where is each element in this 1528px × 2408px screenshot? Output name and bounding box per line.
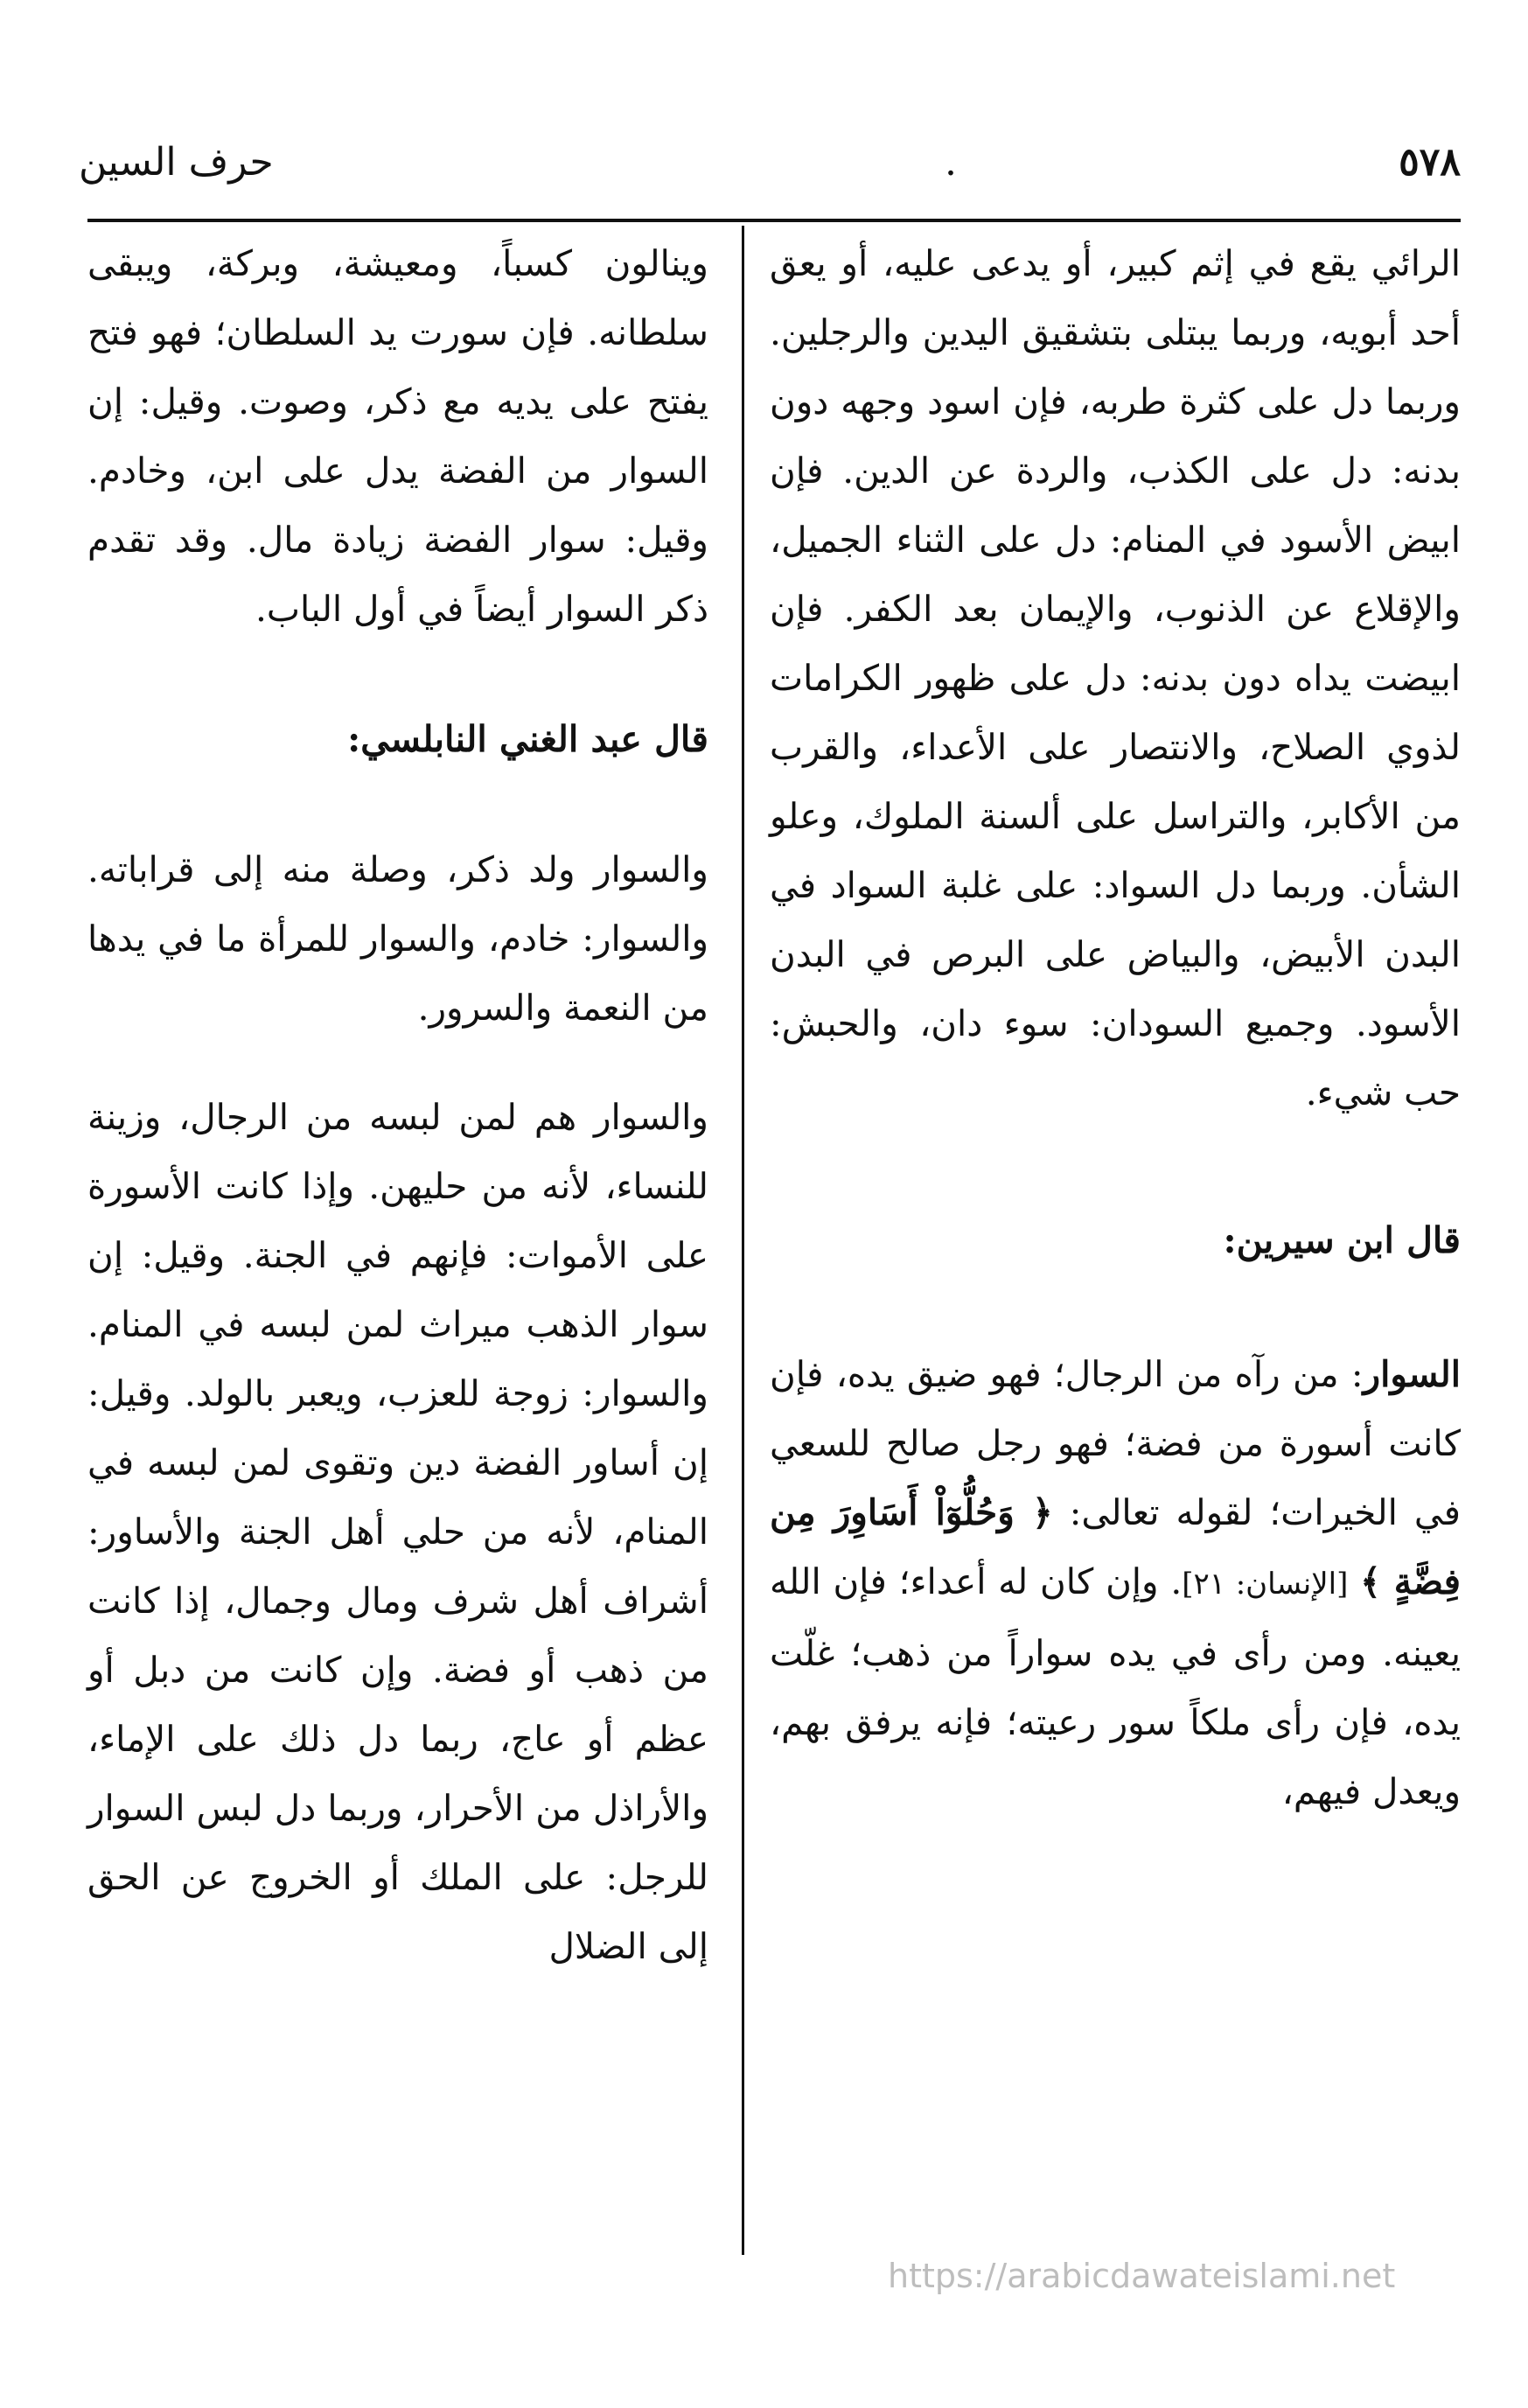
term-siwar: السوار [1363, 1353, 1461, 1395]
column-divider [742, 226, 744, 2255]
right-paragraph-2 [770, 1340, 1461, 1826]
right-paragraph-2-part-a: : من رآه من الرجال؛ فهو ضيق يده، فإن كانت أسورة من فضة؛ فهو رجل صالح للسعي في الخيرات؛ لقوله تعالى: [770, 1353, 1461, 1533]
chapter-title: حرف السين [79, 140, 274, 185]
right-paragraph-1: الرائي يقع في إثم كبير، أو يدعى عليه، أو يعق أحد أبويه، وربما يبتلى بتشقيق اليدين والرجلين. وربما دل على كثرة طربه، فإن اسود وجهه دون بدنه: دل على الكذب، والردة عن الدين. فإن ابيض الأسود في المنام: دل على الثناء الجميل، والإقلاع عن الذنوب، والإيمان بعد الكفر. فإن ابيضت يداه دون بدنه: دل على ظهور الكرامات لذوي الصلاح، والانتصار على الأعداء، والقرب من الأكابر، والتراسل على ألسنة الملوك، وعلو الشأن. وربما دل السواد: على غلبة السواد في البدن الأبيض، والبياض على البرص في البدن الأسود. وجميع السودان: سوء دان، والحبش: حب شيء. [770, 242, 1461, 1113]
page-header [79, 140, 1461, 210]
header-dot: . [945, 140, 957, 185]
left-paragraph-1: وينالون كسباً، ومعيشة، وبركة، ويبقى سلطانه. فإن سورت يد السلطان؛ فهو فتح يفتح على يديه مع ذكر، وصوت. وقيل: إن السوار من الفضة يدل على ابن، وخادم. وقيل: سوار الفضة زيادة مال. وقد تقدم ذكر السوار أيضاً في أول الباب. [87, 242, 708, 630]
nabulsi-heading: قال عبد الغني النابلسي: [347, 718, 708, 760]
right-column [770, 229, 1461, 1826]
verse-reference: [الإنسان: ٢١] [1182, 1567, 1349, 1602]
left-column [87, 229, 708, 1981]
left-paragraph-3: والسوار هم لمن لبسه من الرجال، وزينة للنساء، لأنه من حليهن. وإذا كانت الأسورة على الأموات: فإنهم في الجنة. وقيل: إن سوار الذهب ميراث لمن لبسه في المنام. والسوار: زوجة للعزب، ويعبر بالولد. وقيل: إن أساور الفضة دين وتقوى لمن لبسه في المنام، لأنه من حلي أهل الجنة والأساور: أشراف أهل شرف ومال وجمال، إذا كانت من ذهب أو فضة. وإن كانت من دبل أو عظم أو عاج، ربما دل ذلك على الإماء، والأراذل من الأحرار، وربما دل لبس السوار للرجل: على الملك أو الخروج عن الحق إلى الضلال [87, 1096, 708, 1967]
header-rule [87, 219, 1461, 222]
page-number: ٥٧٨ [1399, 140, 1461, 185]
right-paragraph-2-part-b: . وإن كان له أعداء؛ فإن الله يعينه. ومن رأى في يده سواراً من ذهب؛ غلّت يده، فإن رأى ملكاً سور رعيته؛ فإنه يرفق بهم، ويعدل فيهم، [770, 1560, 1461, 1812]
quran-verse: ﴿ وَحُلُّوٓاْ أَسَاوِرَ مِن فِضَّةٍ ﴾ [770, 1491, 1461, 1602]
left-paragraph-2: والسوار ولد ذكر، وصلة منه إلى قراباته. والسوار: خادم، والسوار للمرأة ما في يدها من النعمة والسرور. [87, 848, 708, 1029]
ibn-sirin-heading: قال ابن سيرين: [1223, 1219, 1461, 1261]
watermark-url: https://arabicdawateislami.net [888, 2257, 1396, 2295]
